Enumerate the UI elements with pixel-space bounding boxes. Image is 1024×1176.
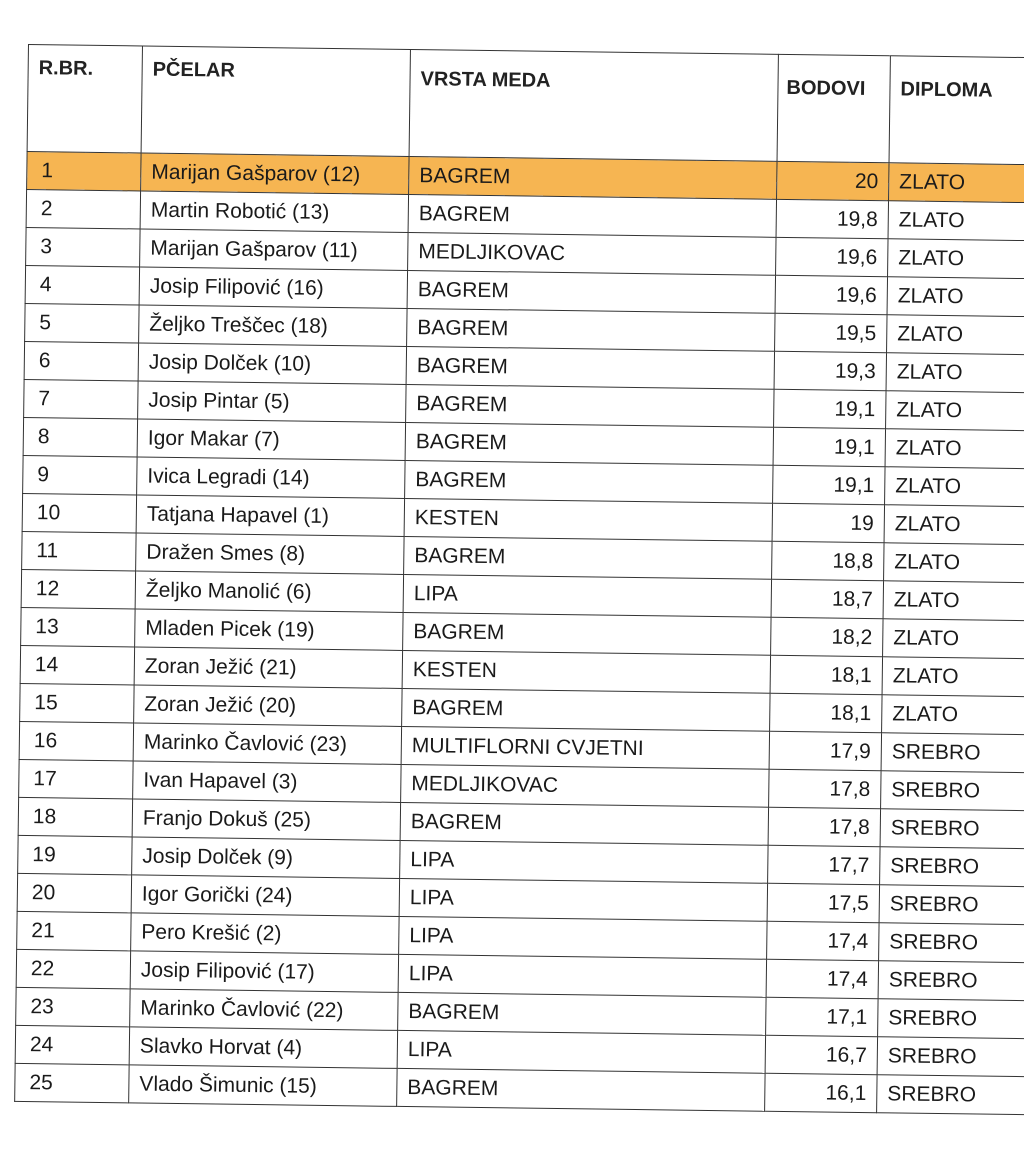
- cell-diploma: ZLATO: [884, 505, 1024, 545]
- cell-pcelar: Josip Filipović (17): [130, 951, 398, 993]
- cell-vrsta-meda: KESTEN: [402, 650, 770, 693]
- cell-pcelar: Dražen Smes (8): [136, 533, 404, 575]
- cell-vrsta-meda: MEDLJIKOVAC: [408, 232, 776, 275]
- cell-bodovi: 17,4: [767, 921, 879, 960]
- cell-bodovi: 19,6: [776, 237, 888, 276]
- cell-diploma: SREBRO: [880, 847, 1024, 887]
- cell-bodovi: 18,1: [770, 693, 882, 732]
- cell-diploma: SREBRO: [881, 771, 1024, 811]
- cell-vrsta-meda: BAGREM: [398, 992, 766, 1035]
- cell-bodovi: 19,6: [775, 275, 887, 314]
- cell-pcelar: Mladen Picek (19): [135, 609, 403, 651]
- cell-bodovi: 16,7: [765, 1035, 877, 1074]
- cell-diploma: ZLATO: [885, 467, 1024, 507]
- cell-vrsta-meda: LIPA: [397, 1030, 765, 1073]
- cell-pcelar: Franjo Dokuš (25): [132, 799, 400, 841]
- cell-bodovi: 18,2: [771, 617, 883, 656]
- cell-rbr: 2: [26, 189, 140, 228]
- cell-bodovi: 17,9: [769, 731, 881, 770]
- cell-diploma: ZLATO: [888, 201, 1024, 241]
- cell-pcelar: Igor Makar (7): [137, 419, 405, 461]
- cell-pcelar: Martin Robotić (13): [140, 191, 408, 233]
- cell-rbr: 12: [21, 569, 135, 608]
- cell-bodovi: 17,4: [766, 959, 878, 998]
- cell-bodovi: 19,5: [775, 313, 887, 352]
- cell-diploma: ZLATO: [887, 315, 1024, 355]
- header-pcelar: PČELAR: [141, 46, 410, 156]
- cell-vrsta-meda: BAGREM: [404, 536, 772, 579]
- cell-diploma: ZLATO: [886, 353, 1024, 393]
- cell-bodovi: 16,1: [765, 1073, 877, 1112]
- cell-vrsta-meda: MEDLJIKOVAC: [401, 764, 769, 807]
- cell-bodovi: 17,1: [766, 997, 878, 1036]
- cell-pcelar: Željko Manolić (6): [135, 571, 403, 613]
- cell-rbr: 10: [22, 493, 136, 532]
- cell-rbr: 13: [21, 607, 135, 646]
- cell-pcelar: Marinko Čavlović (22): [130, 989, 398, 1031]
- cell-rbr: 23: [16, 987, 130, 1026]
- table-body: [15, 151, 1024, 1114]
- cell-vrsta-meda: BAGREM: [405, 422, 773, 465]
- cell-vrsta-meda: LIPA: [399, 916, 767, 959]
- header-row: [27, 45, 1024, 165]
- cell-pcelar: Željko Treščec (18): [139, 305, 407, 347]
- cell-diploma: ZLATO: [883, 581, 1024, 621]
- results-table-wrapper: [14, 44, 1024, 1115]
- cell-pcelar: Vlado Šimunic (15): [129, 1065, 397, 1107]
- cell-rbr: 18: [18, 797, 132, 836]
- cell-vrsta-meda: KESTEN: [404, 498, 772, 541]
- cell-bodovi: 20: [777, 161, 889, 200]
- cell-diploma: ZLATO: [883, 619, 1024, 659]
- cell-bodovi: 19,3: [774, 351, 886, 390]
- results-table: [14, 44, 1024, 1115]
- header-diploma: DIPLOMA: [889, 56, 1024, 165]
- cell-bodovi: 17,8: [769, 769, 881, 808]
- cell-diploma: ZLATO: [886, 391, 1024, 431]
- cell-vrsta-meda: LIPA: [398, 954, 766, 997]
- header-vrsta-meda: VRSTA MEDA: [409, 50, 778, 162]
- cell-bodovi: 19,8: [776, 199, 888, 238]
- cell-rbr: 19: [18, 835, 132, 874]
- header-rbr: R.BR.: [27, 45, 142, 153]
- cell-pcelar: Zoran Ježić (21): [134, 647, 402, 689]
- cell-pcelar: Pero Krešić (2): [131, 913, 399, 955]
- cell-vrsta-meda: BAGREM: [406, 346, 774, 389]
- cell-rbr: 15: [20, 683, 134, 722]
- cell-pcelar: Igor Gorički (24): [131, 875, 399, 917]
- cell-pcelar: Tatjana Hapavel (1): [136, 495, 404, 537]
- cell-vrsta-meda: LIPA: [400, 840, 768, 883]
- cell-diploma: SREBRO: [878, 999, 1024, 1039]
- cell-vrsta-meda: BAGREM: [402, 688, 770, 731]
- cell-rbr: 7: [24, 379, 138, 418]
- cell-rbr: 16: [19, 721, 133, 760]
- cell-diploma: ZLATO: [888, 239, 1024, 279]
- cell-bodovi: 18,1: [770, 655, 882, 694]
- cell-rbr: 4: [25, 265, 139, 304]
- cell-vrsta-meda: BAGREM: [408, 194, 776, 237]
- cell-bodovi: 17,5: [767, 883, 879, 922]
- cell-bodovi: 19,1: [773, 427, 885, 466]
- cell-vrsta-meda: BAGREM: [400, 802, 768, 845]
- cell-diploma: SREBRO: [881, 733, 1024, 773]
- cell-vrsta-meda: BAGREM: [409, 156, 777, 199]
- cell-vrsta-meda: BAGREM: [406, 384, 774, 427]
- cell-vrsta-meda: BAGREM: [405, 460, 773, 503]
- cell-vrsta-meda: BAGREM: [407, 308, 775, 351]
- cell-bodovi: 17,8: [768, 807, 880, 846]
- cell-rbr: 17: [19, 759, 133, 798]
- cell-pcelar: Josip Dolček (10): [138, 343, 406, 385]
- cell-pcelar: Josip Pintar (5): [138, 381, 406, 423]
- cell-bodovi: 18,8: [772, 541, 884, 580]
- cell-diploma: SREBRO: [879, 923, 1024, 963]
- cell-vrsta-meda: BAGREM: [397, 1068, 765, 1111]
- cell-rbr: 24: [15, 1025, 129, 1064]
- cell-diploma: ZLATO: [882, 657, 1024, 697]
- cell-diploma: SREBRO: [880, 809, 1024, 849]
- cell-diploma: SREBRO: [878, 961, 1024, 1001]
- cell-diploma: SREBRO: [877, 1075, 1024, 1115]
- cell-rbr: 5: [25, 303, 139, 342]
- cell-vrsta-meda: BAGREM: [403, 612, 771, 655]
- cell-diploma: SREBRO: [877, 1037, 1024, 1077]
- cell-rbr: 9: [23, 455, 137, 494]
- cell-pcelar: Marijan Gašparov (12): [141, 153, 409, 195]
- cell-bodovi: 18,7: [771, 579, 883, 618]
- table-header: [27, 45, 1024, 165]
- cell-bodovi: 19,1: [773, 465, 885, 504]
- cell-vrsta-meda: MULTIFLORNI CVJETNI: [401, 726, 769, 769]
- cell-vrsta-meda: BAGREM: [407, 270, 775, 313]
- cell-diploma: ZLATO: [889, 163, 1024, 203]
- cell-rbr: 25: [15, 1063, 129, 1102]
- cell-pcelar: Zoran Ježić (20): [134, 685, 402, 727]
- cell-rbr: 11: [22, 531, 136, 570]
- cell-pcelar: Marijan Gašparov (11): [140, 229, 408, 271]
- cell-diploma: ZLATO: [887, 277, 1024, 317]
- cell-vrsta-meda: LIPA: [399, 878, 767, 921]
- cell-bodovi: 19: [772, 503, 884, 542]
- cell-vrsta-meda: LIPA: [403, 574, 771, 617]
- cell-bodovi: 17,7: [768, 845, 880, 884]
- cell-bodovi: 19,1: [774, 389, 886, 428]
- cell-pcelar: Josip Dolček (9): [132, 837, 400, 879]
- cell-rbr: 3: [26, 227, 140, 266]
- cell-rbr: 6: [24, 341, 138, 380]
- cell-pcelar: Ivica Legradi (14): [137, 457, 405, 499]
- header-bodovi: BODOVI: [777, 54, 890, 162]
- cell-rbr: 1: [27, 151, 141, 190]
- cell-rbr: 22: [16, 949, 130, 988]
- cell-rbr: 8: [23, 417, 137, 456]
- cell-pcelar: Ivan Hapavel (3): [133, 761, 401, 803]
- cell-pcelar: Slavko Horvat (4): [129, 1027, 397, 1069]
- cell-rbr: 21: [17, 911, 131, 950]
- cell-pcelar: Marinko Čavlović (23): [133, 723, 401, 765]
- cell-rbr: 20: [17, 873, 131, 912]
- cell-diploma: ZLATO: [882, 695, 1024, 735]
- cell-diploma: ZLATO: [884, 543, 1024, 583]
- cell-pcelar: Josip Filipović (16): [139, 267, 407, 309]
- cell-diploma: ZLATO: [885, 429, 1024, 469]
- cell-rbr: 14: [20, 645, 134, 684]
- cell-diploma: SREBRO: [879, 885, 1024, 925]
